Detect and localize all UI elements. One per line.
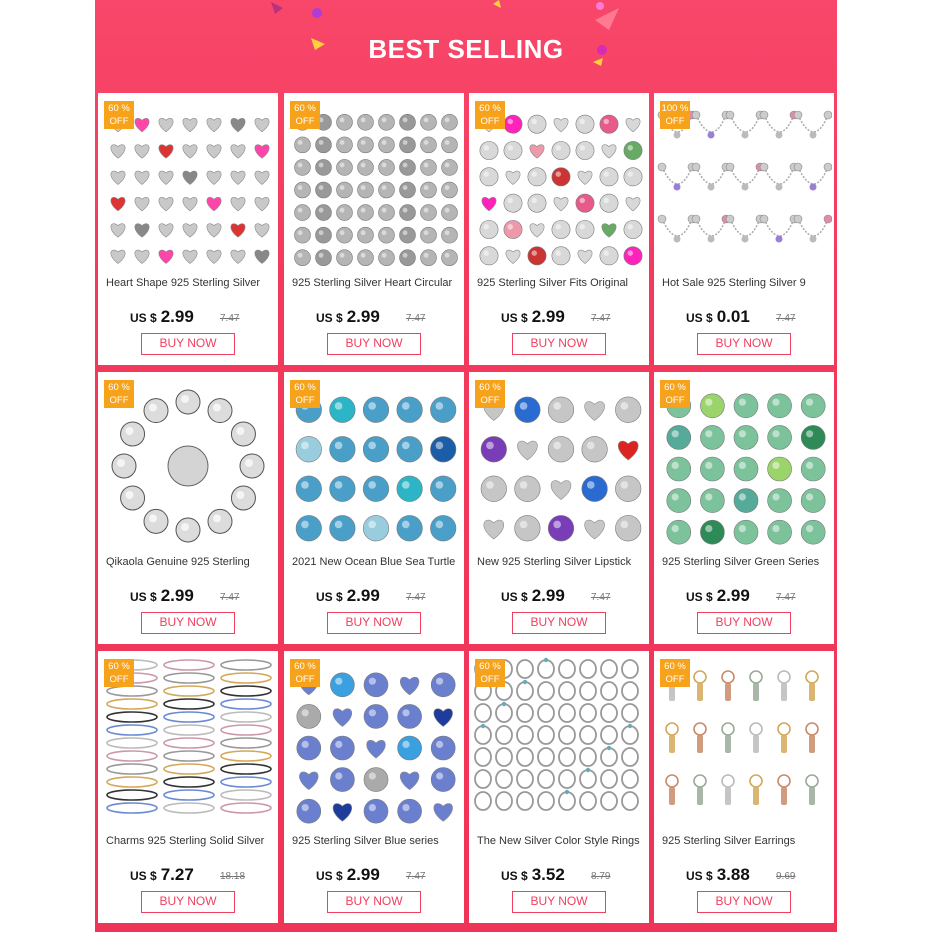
- price-amount: 2.99: [160, 586, 194, 605]
- currency-label: US $: [501, 590, 528, 604]
- original-price: 7.47: [591, 592, 611, 603]
- price-amount: 7.27: [160, 865, 194, 884]
- discount-percent: 60 %: [108, 382, 130, 393]
- currency-label: US $: [686, 311, 713, 325]
- product-price: [501, 307, 565, 327]
- currency-label: US $: [130, 869, 157, 883]
- buy-now-button[interactable]: BUY NOW: [327, 612, 421, 634]
- discount-off-label: OFF: [480, 116, 500, 127]
- product-card[interactable]: [98, 372, 278, 644]
- product-title[interactable]: 2021 New Ocean Blue Sea Turtle: [292, 556, 456, 568]
- original-price: 7.47: [406, 313, 426, 324]
- currency-label: US $: [316, 590, 343, 604]
- price-amount: 2.99: [531, 307, 565, 326]
- discount-badge: [475, 380, 505, 408]
- product-price: [501, 865, 565, 885]
- price-amount: 2.99: [716, 586, 750, 605]
- buy-now-button[interactable]: BUY NOW: [141, 612, 235, 634]
- buy-now-button[interactable]: BUY NOW: [141, 891, 235, 913]
- product-price: [316, 586, 380, 606]
- discount-percent: 60 %: [294, 103, 316, 114]
- product-title[interactable]: Hot Sale 925 Sterling Silver 9: [662, 277, 806, 289]
- currency-label: US $: [501, 869, 528, 883]
- buy-now-button[interactable]: BUY NOW: [697, 333, 791, 355]
- price-amount: 2.99: [346, 586, 380, 605]
- currency-label: US $: [130, 590, 157, 604]
- discount-badge: [290, 659, 320, 687]
- discount-percent: 60 %: [108, 103, 130, 114]
- page-title: BEST SELLING: [368, 34, 564, 64]
- discount-percent: 100 %: [661, 103, 689, 114]
- product-price: [316, 307, 380, 327]
- discount-off-label: OFF: [109, 395, 129, 406]
- discount-badge: [104, 380, 134, 408]
- product-card[interactable]: [654, 372, 834, 644]
- price-amount: 2.99: [160, 307, 194, 326]
- product-price: [130, 307, 194, 327]
- product-title[interactable]: 925 Sterling Silver Green Series: [662, 556, 820, 568]
- product-price: [130, 865, 194, 885]
- currency-label: US $: [686, 869, 713, 883]
- product-card[interactable]: [654, 93, 834, 365]
- original-price: 18.18: [220, 871, 246, 882]
- original-price: 7.47: [406, 592, 426, 603]
- price-amount: 2.99: [346, 865, 380, 884]
- product-title[interactable]: 925 Sterling Silver Earrings: [662, 835, 796, 847]
- discount-percent: 60 %: [479, 103, 501, 114]
- original-price: 9.69: [776, 871, 796, 882]
- price-amount: 2.99: [531, 586, 565, 605]
- buy-now-button[interactable]: BUY NOW: [327, 333, 421, 355]
- product-card[interactable]: [469, 93, 649, 365]
- buy-now-button[interactable]: BUY NOW: [697, 612, 791, 634]
- discount-badge: [290, 380, 320, 408]
- discount-off-label: OFF: [480, 395, 500, 406]
- original-price: 7.47: [406, 871, 426, 882]
- buy-now-button[interactable]: BUY NOW: [697, 891, 791, 913]
- discount-off-label: OFF: [295, 395, 315, 406]
- discount-badge: [104, 101, 134, 129]
- product-title[interactable]: Heart Shape 925 Sterling Silver: [106, 277, 261, 289]
- product-price: [316, 865, 380, 885]
- product-card[interactable]: [284, 93, 464, 365]
- product-card[interactable]: [469, 372, 649, 644]
- product-title[interactable]: Charms 925 Sterling Solid Silver: [106, 835, 265, 847]
- discount-badge: [104, 659, 134, 687]
- discount-badge: [660, 659, 690, 687]
- product-price: [686, 307, 750, 327]
- product-title[interactable]: Qikaola Genuine 925 Sterling: [106, 556, 250, 568]
- discount-off-label: OFF: [295, 116, 315, 127]
- discount-badge: [660, 101, 690, 129]
- price-amount: 3.52: [531, 865, 565, 884]
- product-card[interactable]: [284, 372, 464, 644]
- discount-badge: [475, 659, 505, 687]
- original-price: 7.47: [220, 592, 240, 603]
- discount-off-label: OFF: [665, 116, 685, 127]
- buy-now-button[interactable]: BUY NOW: [327, 891, 421, 913]
- discount-percent: 60 %: [108, 661, 130, 672]
- product-card[interactable]: [654, 651, 834, 923]
- discount-badge: [475, 101, 505, 129]
- discount-off-label: OFF: [109, 674, 129, 685]
- product-card[interactable]: [98, 651, 278, 923]
- price-amount: 0.01: [716, 307, 750, 326]
- product-title[interactable]: New 925 Sterling Silver Lipstick: [477, 556, 632, 568]
- discount-percent: 60 %: [664, 661, 686, 672]
- price-amount: 2.99: [346, 307, 380, 326]
- original-price: 7.47: [591, 313, 611, 324]
- original-price: 7.47: [776, 313, 796, 324]
- discount-badge: [290, 101, 320, 129]
- buy-now-button[interactable]: BUY NOW: [141, 333, 235, 355]
- product-grid: [98, 93, 834, 932]
- discount-off-label: OFF: [295, 674, 315, 685]
- buy-now-button[interactable]: BUY NOW: [512, 333, 606, 355]
- product-title[interactable]: 925 Sterling Silver Heart Circular: [292, 277, 453, 289]
- discount-off-label: OFF: [480, 674, 500, 685]
- discount-off-label: OFF: [109, 116, 129, 127]
- currency-label: US $: [501, 311, 528, 325]
- product-card[interactable]: [284, 651, 464, 923]
- buy-now-button[interactable]: BUY NOW: [512, 612, 606, 634]
- product-card[interactable]: [469, 651, 649, 923]
- buy-now-button[interactable]: BUY NOW: [512, 891, 606, 913]
- currency-label: US $: [686, 590, 713, 604]
- product-price: [686, 586, 750, 606]
- currency-label: US $: [316, 311, 343, 325]
- product-price: [501, 586, 565, 606]
- product-title[interactable]: 925 Sterling Silver Blue series: [292, 835, 439, 847]
- original-price: 7.47: [220, 313, 240, 324]
- original-price: 8.79: [591, 871, 611, 882]
- best-selling-banner: [95, 0, 837, 932]
- currency-label: US $: [130, 311, 157, 325]
- currency-label: US $: [316, 869, 343, 883]
- discount-percent: 60 %: [664, 382, 686, 393]
- discount-percent: 60 %: [294, 382, 316, 393]
- original-price: 7.47: [776, 592, 796, 603]
- discount-off-label: OFF: [665, 674, 685, 685]
- discount-badge: [660, 380, 690, 408]
- price-amount: 3.88: [716, 865, 750, 884]
- product-card[interactable]: [98, 93, 278, 365]
- discount-percent: 60 %: [479, 382, 501, 393]
- discount-percent: 60 %: [294, 661, 316, 672]
- product-title[interactable]: 925 Sterling Silver Fits Original: [477, 277, 629, 289]
- discount-percent: 60 %: [479, 661, 501, 672]
- product-title[interactable]: The New Silver Color Style Rings: [477, 835, 640, 847]
- product-price: [130, 586, 194, 606]
- discount-off-label: OFF: [665, 395, 685, 406]
- product-price: [686, 865, 750, 885]
